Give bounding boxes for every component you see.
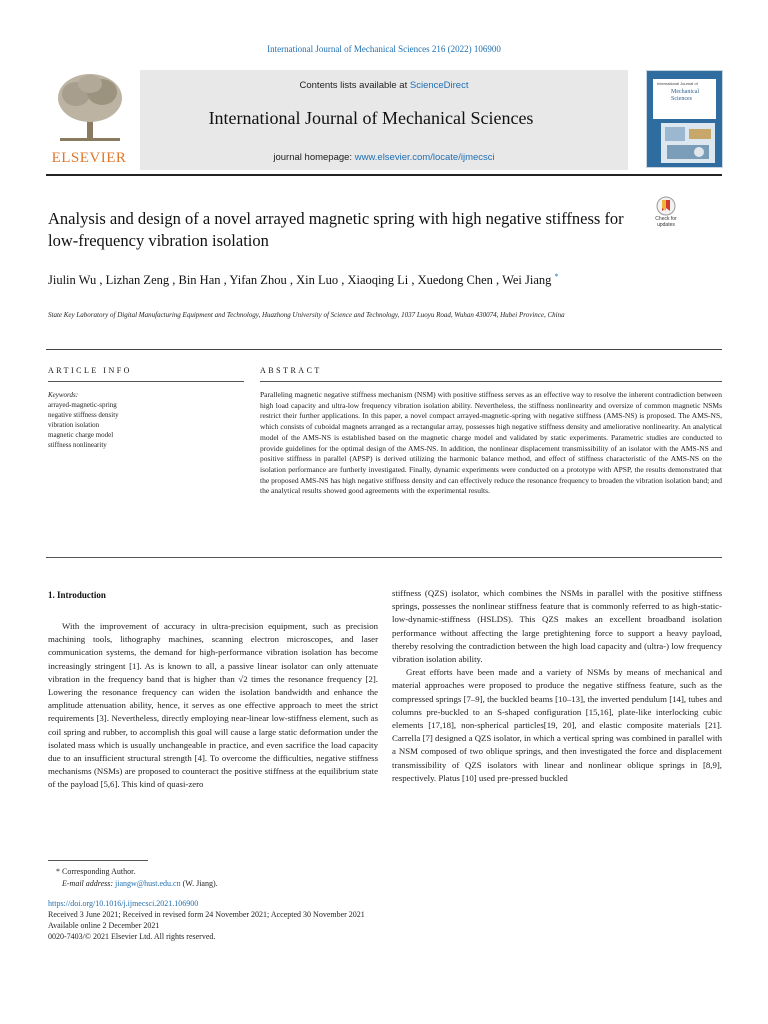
paper-title: Analysis and design of a novel arrayed magnetic spring with high negative stiffness for low-frequency vibration isolation	[48, 209, 624, 250]
corresponding-author-mark[interactable]: *	[554, 272, 559, 281]
body-paragraph: With the improvement of accuracy in ultra-precision equipment, such as precision machining tools, lithography machines, scanning electron microscopes, and laser communication systems, the demand for high-performance vibration isolation has become increasingly stringent [1]. As is known to all, a passive linear isolator can only attenuate vibration in the frequency band that is higher than √2 times the resonance frequency [2]. Lowering the resonance frequency can widen the isolation bandwidth and enhance the amplitude attenuation ability, hence, it serves as one effective approach to meet the strict requirements [3]. Nevertheless, directly employing near-linear low-stiffness element, such as coil spring and rubber, to accomplish this goal will cause a large static deformation under the isolated mass which is usually unchangeable in practice, and even sacrifice the load capacity due to an insufficient structural strength [4]. To overcome the difficulties, negative stiffness mechanisms (NSMs) are proposed to counteract the positive stiffness at the equilibrium state of the payload [5,6]. This kind of quasi-zero	[48, 621, 378, 790]
abstract-bottom-rule	[46, 557, 722, 558]
authors-text: Jiulin Wu , Lizhan Zeng , Bin Han , Yifan Zhou , Xin Luo , Xiaoqing Li , Xuedong Chen , Wei Jiang	[48, 273, 552, 288]
cover-title-1: Mechanical	[671, 89, 699, 95]
badge-label	[648, 216, 684, 228]
body-column-left	[48, 620, 378, 792]
footnote-block	[48, 866, 448, 890]
footnote-rule	[48, 860, 148, 861]
introduction-heading: 1. Introduction	[48, 590, 106, 600]
available-online: Available online 2 December 2021	[48, 921, 160, 930]
cover-title-2: Sciences	[671, 96, 692, 102]
badge-label-2: updates	[657, 222, 675, 228]
bibliographic-info	[48, 898, 548, 942]
homepage-link[interactable]: www.elsevier.com/locate/ijmecsci	[354, 152, 495, 163]
cover-graphic-icon	[661, 123, 715, 163]
journal-title: International Journal of Mechanical Sciences	[208, 108, 534, 128]
body-column-right	[392, 587, 722, 785]
cover-small-text: International Journal of	[657, 81, 698, 86]
keywords-label: Keywords:	[48, 391, 79, 399]
bookmark-icon	[648, 196, 684, 216]
journal-citation[interactable]: International Journal of Mechanical Sciences 216 (2022) 106900	[267, 44, 501, 54]
sciencedirect-link[interactable]: ScienceDirect	[409, 80, 469, 91]
email-line	[48, 878, 448, 890]
keyword-item: stiffness nonlinearity	[48, 441, 107, 449]
elsevier-wordmark: ELSEVIER	[51, 150, 127, 166]
email-label: E-mail address:	[62, 879, 116, 888]
header-rule	[46, 174, 722, 176]
author-list	[48, 268, 628, 289]
cover-art	[661, 123, 715, 163]
copyright: 0020-7403/© 2021 Elsevier Ltd. All rights reserved.	[48, 932, 216, 941]
cover-title	[671, 89, 699, 103]
elsevier-tree-icon	[54, 70, 126, 145]
corresponding-author-note: * Corresponding Author.	[56, 867, 136, 876]
email-link[interactable]: jiangw@hust.edu.cn	[115, 879, 181, 888]
body-paragraph: Great efforts have been made and a variety of NSMs by means of mechanical and material approaches were proposed to produce the negative stiffness feature, such as the compressed springs [7–9], the buckled beams [10–13], the inverted pendulum [14], tubes and columns pre-buckled to an S-shaped configuration [15,16], plate-like interlocking cubic elements [17,18], non-spherical particles[19, 20], and elastic composite materials [21]. Carrella [7] designed a QZS isolator, in which a vertical spring was combined in parallel with a NSM composed of two oblique springs, and then investigated the force and displacement transmissibility of QZS isolators with linear and nonlinear oblique springs in [8,9], respectively. Platus [10] used pre-pressed buckled	[392, 667, 722, 783]
elsevier-logo[interactable]	[46, 70, 132, 170]
keyword-item: magnetic charge model	[48, 431, 114, 439]
abstract-heading: ABSTRACT	[260, 366, 322, 375]
section-rule	[46, 349, 722, 350]
abstract-rule	[260, 381, 722, 382]
article-info-rule	[48, 381, 244, 382]
badge-label-1: Check for	[655, 216, 677, 222]
keyword-item: negative stiffness density	[48, 411, 119, 419]
keyword-item: vibration isolation	[48, 421, 100, 429]
body-paragraph: stiffness (QZS) isolator, which combines the NSMs in parallel with the positive stiffness springs, possesses the nonlinear stiffness feature that is commonly referred to as high-static-low-dynamic-stiffness (HSLDS). This QZS makes an excellent broadband isolation performance without affecting the large pretightening force to support a heavy payload, thereby resolving the contradiction between the high load capacity and (ultra-) low frequency vibration isolation ability.	[392, 588, 722, 665]
contents-line	[140, 80, 628, 91]
homepage-line	[140, 152, 628, 163]
doi-link[interactable]: https://doi.org/10.1016/j.ijmecsci.2021.106900	[48, 899, 199, 908]
abstract-text: Paralleling magnetic negative stiffness mechanism (NSM) with positive stiffness serves as an effective way to resolve the inherent contradiction between high load capacity and ultra-low frequency vibration isolation ability. Nevertheless, the stiffness nonlinearity and oversize of common magnetic NSMs restrict their further applications. In this paper, a novel compact arrayed-magnetic-spring with negative stiffness (AMS-NS) is proposed. The AMS-NS, which consists of cuboidal magnets arranged as a rectangular array, possesses high negative stiffness density and ameliorative nonlinearity. An analytical model of the AMS-NS is established based on the magnetic charge model and validated by static experiments. Parametric studies are conducted to provide guidelines for the optimal design of the AMS-NS. In addition, the nonlinear displacement transmissibility of an isolator with the AMS-NS and positive stiffness in parallel (APSP) is derived utilizing the harmonic balance method, and effect of stiffness characteristic of the AMS-NS on the isolation performance are furtherly investigated. Finally, dynamic experiments were conducted on a prototype with APSP, the results demonstrated that the proposed AMS-NS has high negative stiffness density and can effectively reduce the resonance frequency to broaden the vibration isolation band; and the analytical results showed good agreements with the experimental results.	[260, 390, 722, 496]
keyword-item: arrayed-magnetic-spring	[48, 401, 117, 409]
affiliation: State Key Laboratory of Digital Manufacturing Equipment and Technology, Huazhong University of Science and Technology, 1037 Luoyu Road, Wuhan 430074, Hubei Province, China	[48, 311, 565, 319]
check-for-updates-badge[interactable]	[648, 196, 684, 232]
received-dates: Received 3 June 2021; Received in revised form 24 November 2021; Accepted 30 November 2021	[48, 910, 365, 919]
email-suffix: (W. Jiang).	[180, 879, 218, 888]
journal-cover[interactable]	[646, 70, 723, 168]
article-info-heading: ARTICLE INFO	[48, 366, 132, 375]
homepage-prefix: journal homepage:	[273, 152, 355, 163]
contents-prefix: Contents lists available at	[299, 80, 410, 91]
keywords-block	[48, 390, 244, 450]
